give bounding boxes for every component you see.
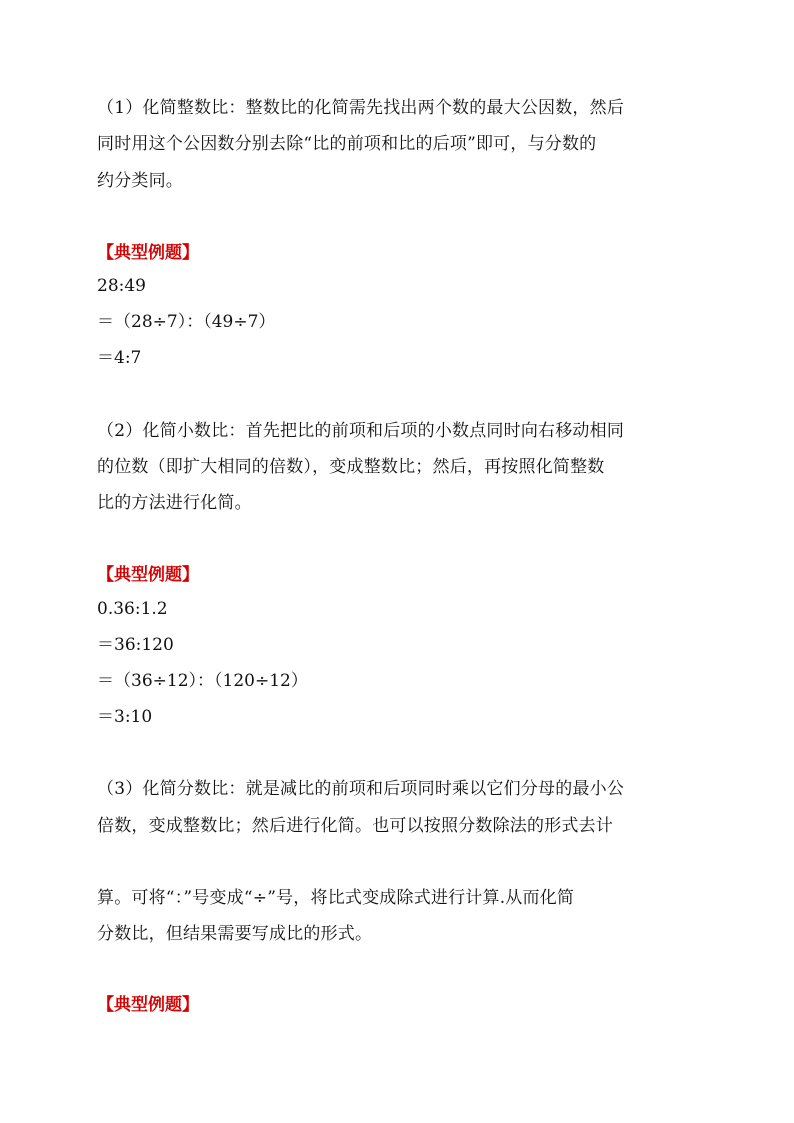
section2-line-3: 比的方法进行化简。 — [97, 493, 252, 513]
example1-line-2: ＝（28÷7）：（49÷7） — [97, 312, 276, 332]
example2-line-2: ＝36:120 — [97, 635, 174, 655]
section3-line-2: 倍数，变成整数比；然后进行化简。也可以按照分数除法的形式去计 — [97, 816, 613, 836]
example-heading-3: 【典型例题】 — [97, 995, 199, 1015]
section1-line-1: （1）化简整数比：整数比的化简需先找出两个数的最大公因数，然后 — [97, 98, 625, 118]
example2-line-1: 0.36:1.2 — [97, 599, 168, 619]
section3-line-4: 分数比，但结果需要写成比的形式。 — [97, 924, 373, 944]
section2-line-1: （2）化简小数比：首先把比的前项和后项的小数点同时向右移动相同 — [97, 421, 625, 441]
section2-line-2: 的位数（即扩大相同的倍数），变成整数比；然后，再按照化简整数 — [97, 457, 605, 477]
section1-line-3: 约分类同。 — [97, 171, 183, 191]
example-heading-2: 【典型例题】 — [97, 565, 199, 585]
example-heading-1: 【典型例题】 — [97, 243, 199, 263]
example2-line-3: ＝（36÷12）：（120÷12） — [97, 671, 308, 691]
section3-line-3: 算。可将“：”号变成“÷”号，将比式变成除式进行计算.从而化简 — [97, 888, 575, 908]
example1-line-1: 28:49 — [97, 276, 146, 296]
example2-line-4: ＝3:10 — [97, 707, 153, 727]
example1-line-3: ＝4:7 — [97, 348, 142, 368]
section1-line-2: 同时用这个公因数分别去除“比的前项和比的后项”即可，与分数的 — [97, 134, 597, 154]
section3-line-1: （3）化简分数比：就是减比的前项和后项同时乘以它们分母的最小公 — [97, 779, 625, 799]
